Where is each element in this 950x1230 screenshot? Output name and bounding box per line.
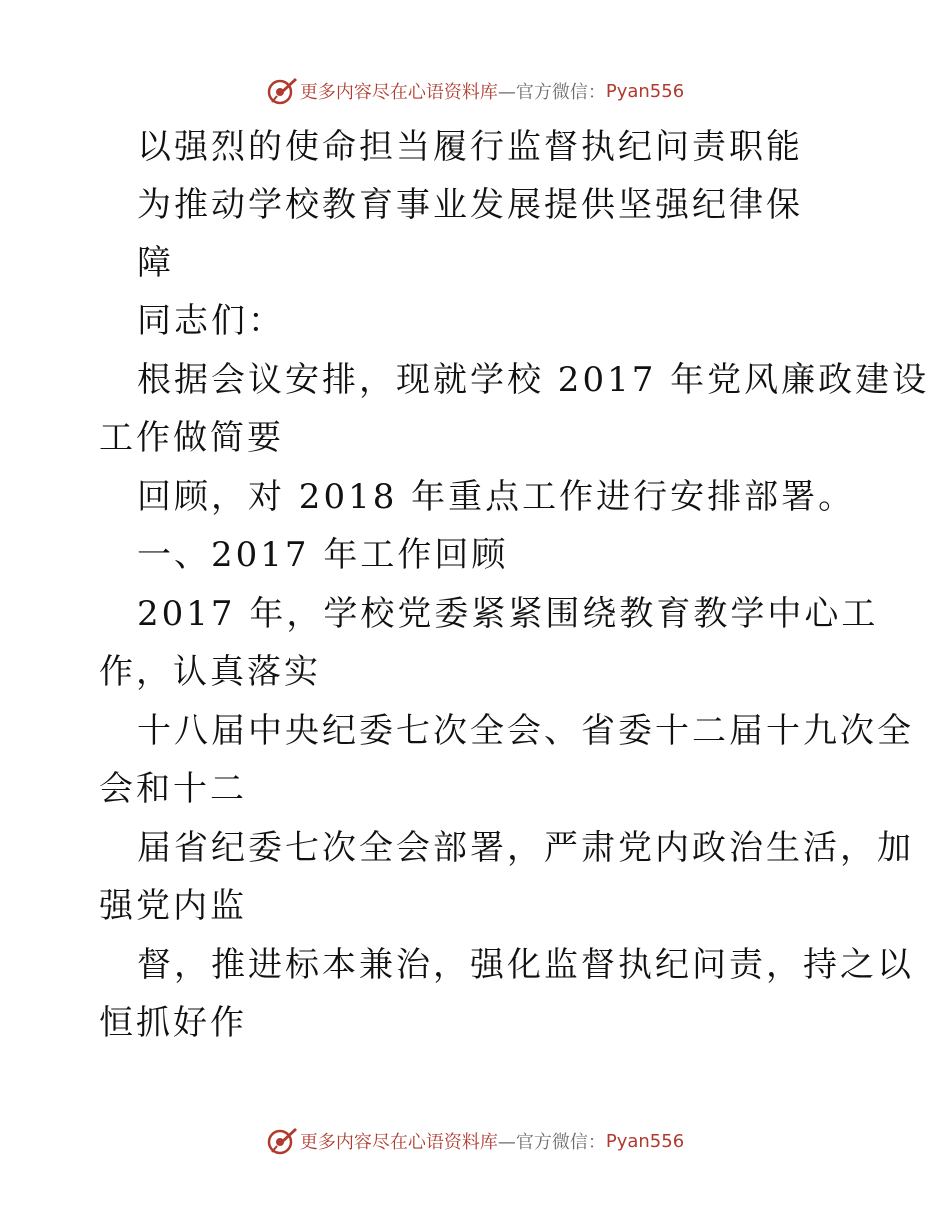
pen-logo-icon bbox=[266, 75, 298, 107]
watermark-text: 更多内容尽在心语资料库 bbox=[299, 1132, 498, 1153]
paragraph-line: 届省纪委七次全会部署，严肃党内政治生活，加 bbox=[137, 828, 914, 868]
title-line-3: 障 bbox=[137, 243, 174, 283]
title-line-1: 以强烈的使命担当履行监督执纪问责职能 bbox=[137, 127, 803, 167]
paragraph-line: 恒抓好作 bbox=[99, 1003, 247, 1043]
footer-watermark bbox=[0, 1121, 950, 1161]
paragraph-line: 十八届中央纪委七次全会、省委十二届十九次全 bbox=[137, 711, 914, 751]
pen-logo-icon bbox=[266, 1125, 298, 1157]
paragraph-line: 根据会议安排，现就学校 2017 年党风廉政建设 bbox=[137, 360, 930, 400]
paragraph-line: 工作做简要 bbox=[99, 418, 284, 458]
title-line-2: 为推动学校教育事业发展提供坚强纪律保 bbox=[137, 185, 803, 225]
salutation: 同志们： bbox=[137, 301, 285, 341]
paragraph-line: 会和十二 bbox=[99, 769, 247, 809]
paragraph-line: 2017 年，学校党委紧紧围绕教育教学中心工 bbox=[137, 594, 879, 634]
watermark-text: 更多内容尽在心语资料库 bbox=[299, 82, 498, 103]
section-heading: 一、2017 年工作回顾 bbox=[137, 535, 509, 575]
paragraph-line: 督，推进标本兼治，强化监督执纪问责，持之以 bbox=[137, 945, 914, 985]
watermark-separator: —官方微信： bbox=[497, 82, 606, 103]
watermark-wechat-id: Pyan556 bbox=[605, 80, 685, 102]
watermark-separator: —官方微信： bbox=[497, 1132, 606, 1153]
header-watermark bbox=[0, 71, 950, 111]
paragraph-line: 强党内监 bbox=[99, 886, 247, 926]
watermark-wechat-id: Pyan556 bbox=[605, 1130, 685, 1152]
paragraph-line: 回顾，对 2018 年重点工作进行安排部署。 bbox=[137, 477, 856, 517]
paragraph-line: 作，认真落实 bbox=[99, 652, 321, 692]
